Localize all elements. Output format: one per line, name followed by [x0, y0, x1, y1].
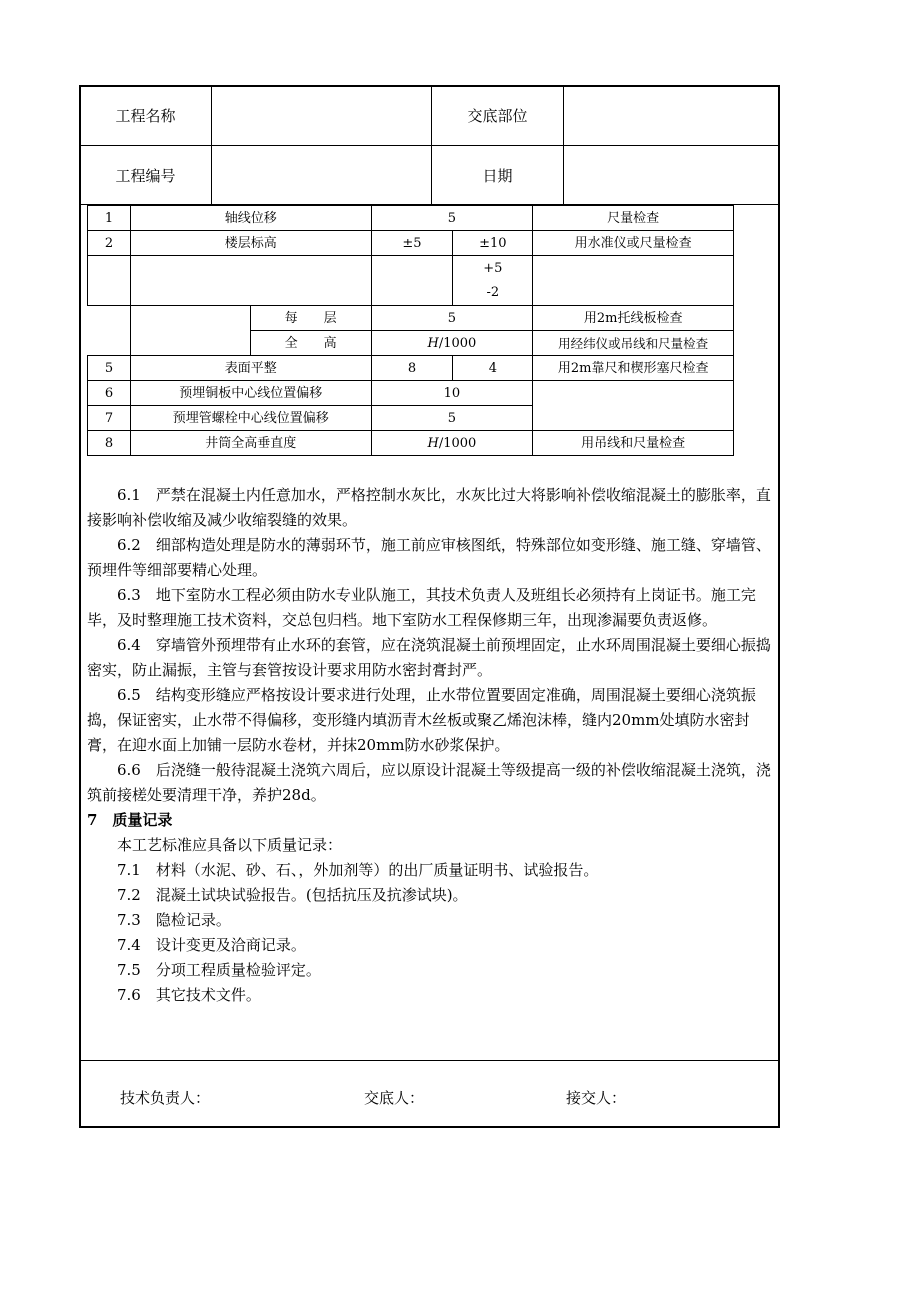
row-value-2: 4 — [453, 356, 533, 381]
record-7-2: 7.2 混凝土试块试验报告。(包括抗压及抗渗试块)。 — [117, 886, 468, 904]
project-no-value[interactable] — [212, 146, 432, 205]
project-name-label: 工程名称 — [80, 86, 212, 146]
table-row — [88, 431, 734, 456]
row-method: 用2m靠尺和楔形塞尺检查 — [533, 356, 734, 381]
row-no: 8 — [88, 431, 131, 456]
row-no: 7 — [88, 406, 131, 431]
table-row — [88, 356, 734, 381]
row-value: H/1000 — [371, 431, 533, 456]
row-no: 1 — [88, 206, 131, 231]
row-method: 用2m托线板检查 — [533, 306, 734, 331]
row-item: 楼层标高 — [130, 231, 371, 256]
signature-row — [79, 1060, 780, 1128]
minus-tolerance: -2 — [486, 284, 500, 300]
tolerance-table — [87, 205, 734, 456]
row-value: 5 — [371, 406, 533, 431]
paragraph-6-4: 6.4 穿墙管外预埋带有止水环的套管，应在浇筑混凝土前预埋固定，止水环周围混凝土要细心振捣密实，防止漏振，主管与套管按设计要求用防水密封膏封严。 — [87, 636, 771, 679]
received-by-signature[interactable]: 接交人： — [566, 1089, 627, 1107]
row-item: 轴线位移 — [130, 206, 371, 231]
row-sub-item: 每 层 — [250, 306, 371, 331]
section-7-intro: 本工艺标准应具备以下质量记录： — [117, 836, 343, 854]
paragraph-6-2: 6.2 细部构造处理是防水的薄弱环节，施工前应审核图纸，特殊部位如变形缝、施工缝、穿墙管、预埋件等细部要精心处理。 — [87, 536, 771, 579]
row-item: 预埋铜板中心线位置偏移 — [130, 381, 371, 406]
record-7-6: 7.6 其它技术文件。 — [117, 986, 261, 1004]
table-row — [88, 381, 734, 406]
date-label: 日期 — [432, 146, 564, 205]
row-method: 用经纬仪或吊线和尺量检查 — [533, 331, 734, 356]
row-method: 尺量检查 — [533, 206, 734, 231]
date-value[interactable] — [564, 146, 780, 205]
handover-part-label: 交底部位 — [432, 86, 564, 146]
row-value-2: ±10 — [453, 231, 533, 256]
row-no: 5 — [88, 356, 131, 381]
handover-by-signature[interactable]: 交底人： — [364, 1089, 425, 1107]
row-value: 5 — [371, 306, 533, 331]
row-item: 表面平整 — [130, 356, 371, 381]
row-no: 6 — [88, 381, 131, 406]
row-value: 10 — [371, 381, 533, 406]
project-name-value[interactable] — [212, 86, 432, 146]
row-value: ±5 — [371, 231, 453, 256]
row-value: 5 — [371, 206, 533, 231]
paragraph-6-6: 6.6 后浇缝一般待混凝土浇筑六周后，应以原设计混凝土等级提高一级的补偿收缩混凝土浇筑，浇筑前接槎处要清理干净，养护28d。 — [87, 761, 771, 804]
table-row — [88, 206, 734, 231]
record-7-1: 7.1 材料（水泥、砂、石、，外加剂等）的出厂质量证明书、试验报告。 — [117, 861, 599, 879]
paragraph-6-5: 6.5 结构变形缝应严格按设计要求进行处理，止水带位置要固定准确，周围混凝土要细心浇筑振捣，保证密实，止水带不得偏移，变形缝内填沥青木丝板或聚乙烯泡沫棒，缝内20mm处填防水密封膏，在迎水面上加铺一层防水卷材，并抹20mm防水砂浆保护。 — [87, 686, 756, 754]
row-no: 2 — [88, 231, 131, 256]
row-item: 预埋管螺栓中心线位置偏移 — [130, 406, 371, 431]
row-sub-item: 全 高 — [250, 331, 371, 356]
row-method: 用吊线和尺量检查 — [533, 431, 734, 456]
table-row — [88, 256, 734, 306]
row-value: 8 — [371, 356, 453, 381]
table-row — [88, 231, 734, 256]
row-value: H/1000 — [371, 331, 533, 356]
body-text — [87, 483, 777, 1008]
handover-part-value[interactable] — [564, 86, 780, 146]
row-value-2 — [453, 256, 533, 306]
paragraph-6-3: 6.3 地下室防水工程必须由防水专业队施工，其技术负责人及班组长必须持有上岗证书。施工完毕，及时整理施工技术资料，交总包归档。地下室防水工程保修期三年，出现渗漏要负责返修。 — [87, 586, 756, 629]
section-7-heading: 7 质量记录 — [87, 811, 173, 829]
paragraph-6-1: 6.1 严禁在混凝土内任意加水，严格控制水灰比，水灰比过大将影响补偿收缩混凝土的膨胀率，直接影响补偿收缩及减少收缩裂缝的效果。 — [87, 486, 771, 529]
row-method: 用水准仪或尺量检查 — [533, 231, 734, 256]
table-row — [88, 306, 734, 331]
header-table — [79, 85, 780, 205]
row-item: 井筒全高垂直度 — [130, 431, 371, 456]
record-7-3: 7.3 隐检记录。 — [117, 911, 231, 929]
project-no-label: 工程编号 — [80, 146, 212, 205]
record-7-5: 7.5 分项工程质量检验评定。 — [117, 961, 321, 979]
plus-tolerance: +5 — [483, 260, 503, 276]
record-7-4: 7.4 设计变更及洽商记录。 — [117, 936, 306, 954]
tech-lead-signature[interactable]: 技术负责人： — [120, 1089, 211, 1107]
